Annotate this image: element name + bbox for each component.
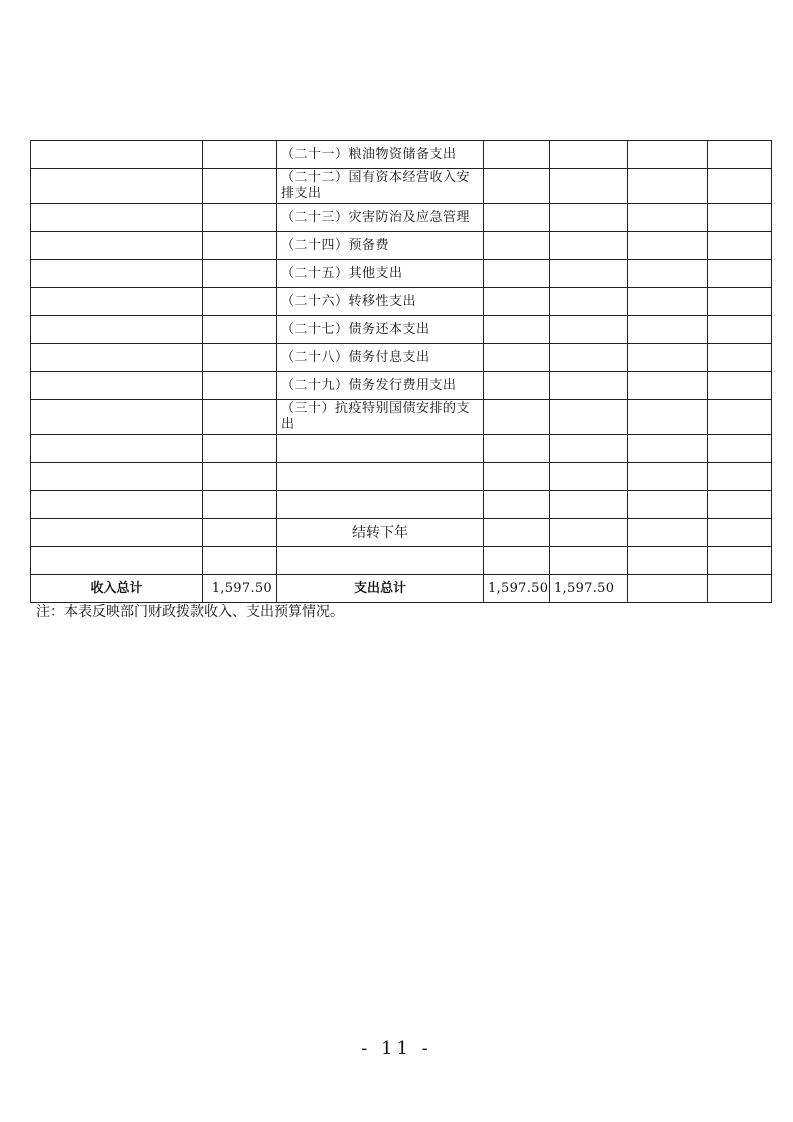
expense-amount-cell xyxy=(484,316,550,344)
income-item-cell xyxy=(31,288,203,316)
expense-total-value-basic: 1,597.50 xyxy=(550,575,628,603)
expense-amount-cell xyxy=(550,260,628,288)
expense-item-cell: （二十二）国有资本经营收入安排支出 xyxy=(277,169,484,204)
expense-amount-cell xyxy=(628,372,708,400)
expense-amount-cell xyxy=(708,400,772,435)
table-row xyxy=(31,435,772,463)
expense-amount-cell xyxy=(628,519,708,547)
expense-amount-cell xyxy=(708,204,772,232)
table-row xyxy=(31,372,772,400)
income-item-cell xyxy=(31,400,203,435)
expense-amount-cell xyxy=(628,400,708,435)
expense-amount-cell xyxy=(484,547,550,575)
expense-amount-cell xyxy=(550,547,628,575)
expense-amount-cell xyxy=(484,519,550,547)
income-item-cell xyxy=(31,435,203,463)
income-amount-cell xyxy=(203,372,277,400)
expense-amount-cell xyxy=(484,288,550,316)
budget-table xyxy=(30,140,772,603)
total-row xyxy=(31,575,772,603)
income-amount-cell xyxy=(203,400,277,435)
expense-item-cell: （二十八）债务付息支出 xyxy=(277,344,484,372)
expense-amount-cell xyxy=(628,435,708,463)
expense-item-cell: （二十四）预备费 xyxy=(277,232,484,260)
expense-amount-cell xyxy=(484,204,550,232)
income-item-cell xyxy=(31,344,203,372)
expense-item-cell xyxy=(277,435,484,463)
expense-amount-cell xyxy=(550,400,628,435)
expense-amount-cell xyxy=(550,344,628,372)
income-amount-cell xyxy=(203,316,277,344)
income-amount-cell xyxy=(203,169,277,204)
expense-amount-cell xyxy=(484,400,550,435)
income-item-cell xyxy=(31,316,203,344)
table-row xyxy=(31,344,772,372)
expense-amount-cell xyxy=(628,463,708,491)
table-row xyxy=(31,547,772,575)
expense-amount-cell xyxy=(708,232,772,260)
expense-item-cell: （三十）抗疫特别国债安排的支出 xyxy=(277,400,484,435)
income-amount-cell xyxy=(203,288,277,316)
expense-amount-cell xyxy=(708,169,772,204)
expense-total-value: 1,597.50 xyxy=(484,575,550,603)
table-row xyxy=(31,169,772,204)
expense-item-cell: （二十三）灾害防治及应急管理 xyxy=(277,204,484,232)
income-amount-cell xyxy=(203,491,277,519)
expense-item-cell xyxy=(277,491,484,519)
expense-amount-cell xyxy=(628,169,708,204)
carry-forward-label: 结转下年 xyxy=(277,519,484,547)
expense-amount-cell xyxy=(484,435,550,463)
expense-amount-cell xyxy=(550,463,628,491)
expense-amount-cell xyxy=(708,344,772,372)
income-amount-cell xyxy=(203,141,277,169)
expense-item-cell xyxy=(277,547,484,575)
expense-item-cell: （二十五）其他支出 xyxy=(277,260,484,288)
income-amount-cell xyxy=(203,435,277,463)
income-total-label: 收入总计 xyxy=(31,575,203,603)
expense-amount-cell xyxy=(550,519,628,547)
expense-amount-cell xyxy=(550,372,628,400)
income-total-value: 1,597.50 xyxy=(203,575,277,603)
income-item-cell xyxy=(31,463,203,491)
table-row xyxy=(31,288,772,316)
expense-item-cell: （二十七）债务还本支出 xyxy=(277,316,484,344)
expense-item-cell: （二十九）债务发行费用支出 xyxy=(277,372,484,400)
expense-item-cell xyxy=(277,463,484,491)
expense-amount-cell xyxy=(628,344,708,372)
page-number: - 11 - xyxy=(361,1038,432,1059)
income-item-cell xyxy=(31,491,203,519)
income-item-cell xyxy=(31,204,203,232)
expense-amount-cell xyxy=(708,519,772,547)
expense-item-cell: （二十一）粮油物资储备支出 xyxy=(277,141,484,169)
income-item-cell xyxy=(31,372,203,400)
expense-item-cell: （二十六）转移性支出 xyxy=(277,288,484,316)
expense-amount-cell xyxy=(708,575,772,603)
expense-amount-cell xyxy=(484,169,550,204)
expense-amount-cell xyxy=(628,316,708,344)
table-row xyxy=(31,232,772,260)
table-row xyxy=(31,260,772,288)
expense-amount-cell xyxy=(628,575,708,603)
income-item-cell xyxy=(31,232,203,260)
expense-amount-cell xyxy=(550,491,628,519)
expense-amount-cell xyxy=(628,260,708,288)
table-row xyxy=(31,316,772,344)
expense-amount-cell xyxy=(550,288,628,316)
table-row xyxy=(31,400,772,435)
expense-amount-cell xyxy=(484,372,550,400)
expense-amount-cell xyxy=(708,372,772,400)
expense-amount-cell xyxy=(628,547,708,575)
expense-amount-cell xyxy=(708,141,772,169)
income-amount-cell xyxy=(203,547,277,575)
table-note: 注：本表反映部门财政拨款收入、支出预算情况。 xyxy=(36,604,344,620)
expense-amount-cell xyxy=(550,204,628,232)
table-row xyxy=(31,519,772,547)
expense-amount-cell xyxy=(708,316,772,344)
expense-amount-cell xyxy=(708,288,772,316)
expense-amount-cell xyxy=(484,463,550,491)
expense-amount-cell xyxy=(628,204,708,232)
income-item-cell xyxy=(31,141,203,169)
table-row xyxy=(31,491,772,519)
income-amount-cell xyxy=(203,232,277,260)
table-row xyxy=(31,463,772,491)
table-row xyxy=(31,204,772,232)
expense-amount-cell xyxy=(708,547,772,575)
income-item-cell xyxy=(31,547,203,575)
expense-amount-cell xyxy=(550,232,628,260)
expense-amount-cell xyxy=(708,435,772,463)
income-amount-cell xyxy=(203,204,277,232)
expense-amount-cell xyxy=(550,435,628,463)
expense-amount-cell xyxy=(628,288,708,316)
expense-amount-cell xyxy=(484,260,550,288)
income-amount-cell xyxy=(203,463,277,491)
income-amount-cell xyxy=(203,344,277,372)
income-item-cell xyxy=(31,519,203,547)
expense-amount-cell xyxy=(708,491,772,519)
expense-amount-cell xyxy=(484,491,550,519)
expense-total-label: 支出总计 xyxy=(277,575,484,603)
expense-amount-cell xyxy=(484,141,550,169)
income-item-cell xyxy=(31,169,203,204)
expense-amount-cell xyxy=(628,491,708,519)
expense-amount-cell xyxy=(550,316,628,344)
expense-amount-cell xyxy=(550,169,628,204)
expense-amount-cell xyxy=(628,141,708,169)
income-item-cell xyxy=(31,260,203,288)
income-amount-cell xyxy=(203,519,277,547)
table-row xyxy=(31,141,772,169)
expense-amount-cell xyxy=(708,463,772,491)
income-amount-cell xyxy=(203,260,277,288)
expense-amount-cell xyxy=(550,141,628,169)
expense-amount-cell xyxy=(708,260,772,288)
expense-amount-cell xyxy=(484,344,550,372)
expense-amount-cell xyxy=(628,232,708,260)
expense-amount-cell xyxy=(484,232,550,260)
